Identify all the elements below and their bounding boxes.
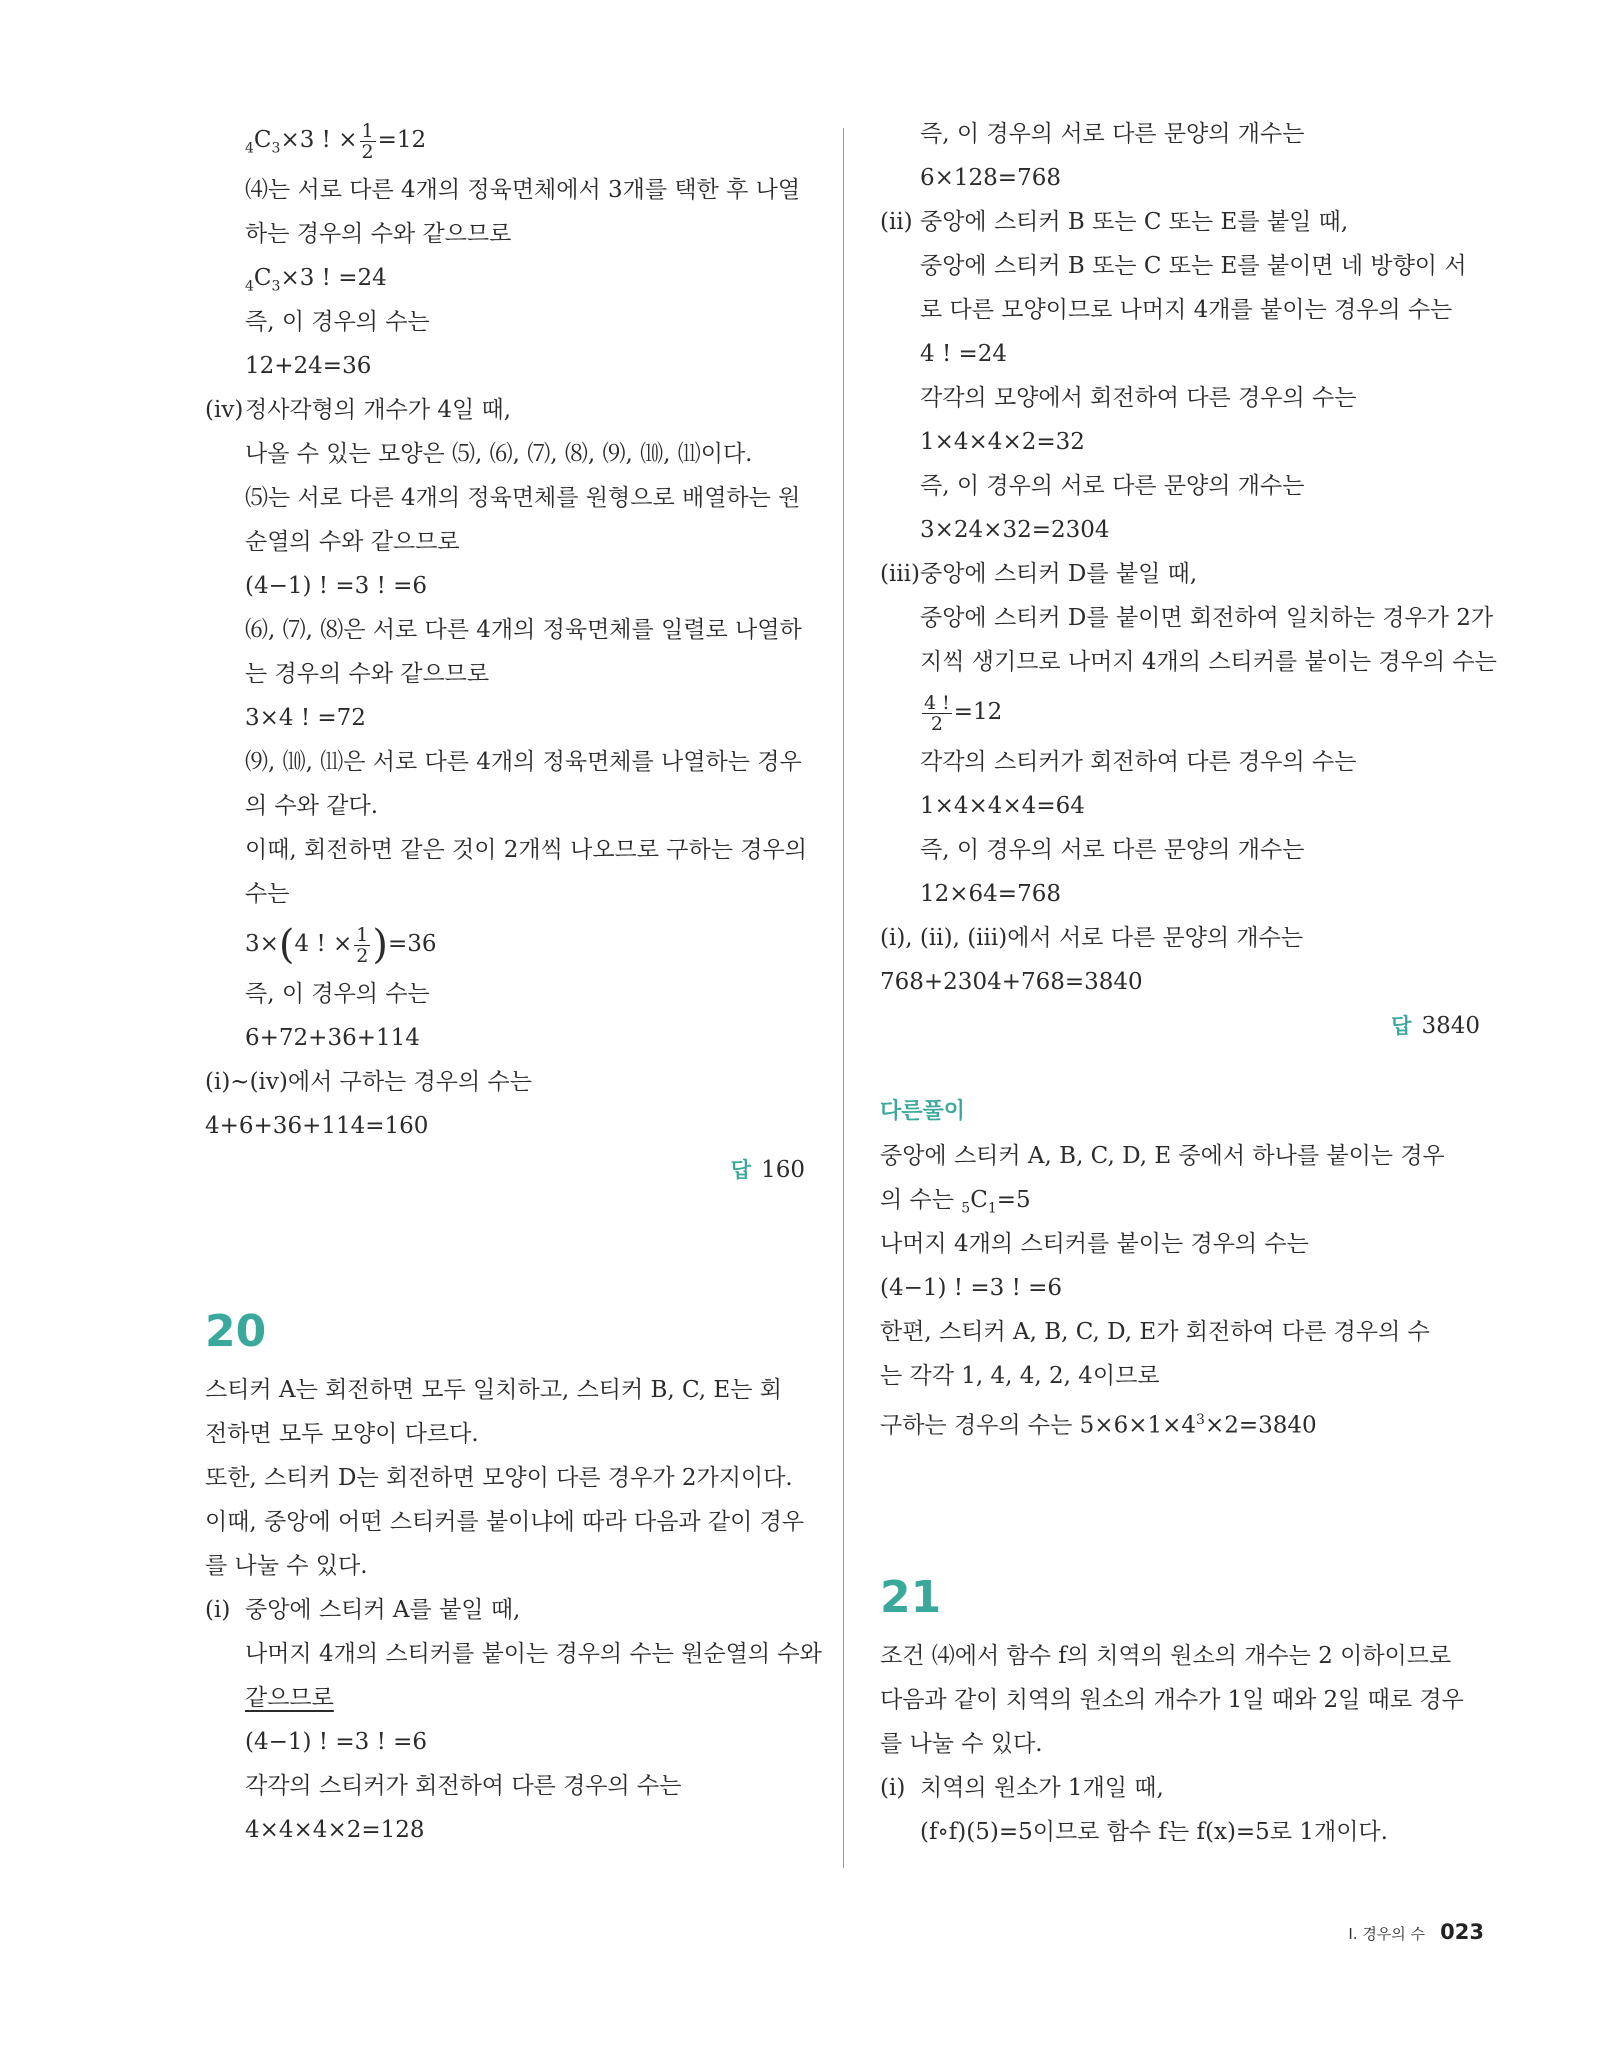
- formula-line: 6+72+36+114: [245, 1025, 420, 1051]
- text-line: 이때, 중앙에 어떤 스티커를 붙이냐에 따라 다음과 같이 경우: [205, 1509, 805, 1535]
- text-line: 나머지 4개의 스티커를 붙이는 경우의 수는: [880, 1231, 1309, 1257]
- problem-number: 21: [880, 1572, 942, 1623]
- text-line: ⑸는 서로 다른 4개의 정육면체를 원형으로 배열하는 원: [245, 485, 801, 511]
- answer-value: 3840: [1421, 1013, 1480, 1039]
- text-line: 각각의 모양에서 회전하여 다른 경우의 수는: [920, 385, 1357, 411]
- text-line: ⑷는 서로 다른 4개의 정육면체에서 3개를 택한 후 나열: [245, 177, 801, 203]
- section-title: Ⅰ. 경우의 수: [1348, 1925, 1426, 1943]
- text-line: 각각의 스티커가 회전하여 다른 경우의 수는: [245, 1773, 682, 1799]
- text-line: 즉, 이 경우의 수는: [245, 981, 430, 1007]
- text-line: 즉, 이 경우의 서로 다른 문양의 개수는: [920, 837, 1305, 863]
- case-label: (ⅲ): [880, 561, 921, 587]
- case-heading: (ⅳ)정사각형의 개수가 4일 때,: [205, 388, 805, 432]
- fraction: $\frac{4 !}{2}$: [924, 691, 950, 735]
- formula-line: 3×24×32=2304: [920, 517, 1110, 543]
- text-line: (ⅰ)~(ⅳ)에서 구하는 경우의 수는: [205, 1069, 532, 1095]
- case-heading: (ⅱ) 중앙에 스티커 B 또는 C 또는 E를 붙일 때,: [880, 200, 1480, 244]
- text-line: 즉, 이 경우의 서로 다른 문양의 개수는: [920, 121, 1305, 147]
- text-line: 나머지 4개의 스티커를 붙이는 경우의 수는 원순열의 수와: [245, 1641, 822, 1667]
- text-line: 조건 ⑷에서 함수 f의 치역의 원소의 개수는 2 이하이므로: [880, 1643, 1452, 1669]
- text-line: 중앙에 스티커 D를 붙이면 회전하여 일치하는 경우가 2가: [920, 605, 1494, 631]
- answer-label: 답: [730, 1158, 752, 1182]
- formula-line: (f∘f)(5)=5이므로 함수 f는 f(x)=5로 1개이다.: [920, 1819, 1388, 1845]
- case-heading: (ⅰ) 치역의 원소가 1개일 때,: [880, 1766, 1480, 1810]
- text-line: 로 다른 모양이므로 나머지 4개를 붙이는 경우의 수는: [920, 297, 1453, 323]
- formula-line: 768+2304+768=3840: [880, 969, 1143, 995]
- text-line: 스티커 A는 회전하면 모두 일치하고, 스티커 B, C, E는 회: [205, 1377, 782, 1403]
- problem-number: 20: [205, 1306, 267, 1357]
- text-line: 같으므로: [245, 1685, 334, 1711]
- formula-line: (4−1) ! =3 ! =6: [880, 1275, 1063, 1301]
- case-label: (ⅰ): [205, 1597, 231, 1623]
- text-line: 중앙에 스티커 A, B, C, D, E 중에서 하나를 붙이는 경우: [880, 1143, 1445, 1169]
- text-line: 의 수와 같다.: [245, 793, 379, 819]
- answer-value: 160: [761, 1157, 805, 1183]
- page-number: 023: [1440, 1920, 1484, 1944]
- text-line: (ⅰ), (ⅱ), (ⅲ)에서 서로 다른 문양의 개수는: [880, 925, 1304, 951]
- case-label: (ⅰ): [880, 1775, 906, 1801]
- page-footer: [1348, 1920, 1484, 1944]
- text-line: 다음과 같이 치역의 원소의 개수가 1일 때와 2일 때로 경우: [880, 1687, 1464, 1713]
- text-line: 를 나눌 수 있다.: [205, 1553, 368, 1579]
- text-line: 수는: [245, 881, 290, 907]
- text-line: 또한, 스티커 D는 회전하면 모양이 다른 경우가 2가지이다.: [205, 1465, 793, 1491]
- formula-line: 3×4 ! =72: [245, 705, 366, 731]
- formula-line: (4−1) ! =3 ! =6: [245, 573, 428, 599]
- right-column: [880, 112, 1497, 1854]
- text-line: 즉, 이 경우의 서로 다른 문양의 개수는: [920, 473, 1305, 499]
- formula-line: 4×4×4×2=128: [245, 1817, 425, 1843]
- answer-line: [880, 1004, 1480, 1048]
- case-heading: (ⅰ) 중앙에 스티커 A를 붙일 때,: [205, 1588, 805, 1632]
- column-divider: [843, 128, 844, 1868]
- text-line: 순열의 수와 같으므로: [245, 529, 460, 555]
- formula-line: 의 수는 $_5C_1=5$: [880, 1187, 1031, 1217]
- text-line: 지씩 생기므로 나머지 4개의 스티커를 붙이는 경우의 수는: [920, 649, 1497, 675]
- case-label: (ⅳ): [205, 397, 244, 423]
- text-line: 한편, 스티커 A, B, C, D, E가 회전하여 다른 경우의 수: [880, 1319, 1430, 1345]
- text-line: 하는 경우의 수와 같으므로: [245, 221, 512, 247]
- formula-line: 6×128=768: [920, 165, 1061, 191]
- text-line: 나올 수 있는 모양은 ⑸, ⑹, ⑺, ⑻, ⑼, ⑽, ⑾이다.: [245, 441, 753, 467]
- text-line: 중앙에 스티커 B 또는 C 또는 E를 붙이면 네 방향이 서: [920, 253, 1467, 279]
- text-line: 전하면 모두 모양이 다르다.: [205, 1421, 479, 1447]
- formula-line: 구하는 경우의 수는 $5\times 6\times 1\times 4^3\times 2=3840$: [880, 1412, 1317, 1439]
- formula-line: $_4C_3\times 3$ ! × $\frac{1}{2}$ =12: [245, 119, 427, 163]
- case-label: (ⅱ): [880, 209, 913, 235]
- formula-line: 4+6+36+114=160: [205, 1113, 429, 1139]
- formula-line: 1×4×4×4=64: [920, 793, 1085, 819]
- text-line: 이때, 회전하면 같은 것이 2개씩 나오므로 구하는 경우의: [245, 837, 807, 863]
- formula-line: 12×64=768: [920, 881, 1061, 907]
- text-line: 를 나눌 수 있다.: [880, 1731, 1043, 1757]
- formula-line: 12+24=36: [245, 353, 372, 379]
- formula-line: (4−1) ! =3 ! =6: [245, 1729, 428, 1755]
- formula-line: $_4C_3\times 3$ ! =24: [245, 265, 387, 295]
- text-line: 즉, 이 경우의 수는: [245, 309, 430, 335]
- formula-line: 3×(4 ! × $\frac{1}{2}$ )=36: [245, 922, 437, 968]
- formula-line: 1×4×4×2=32: [920, 429, 1085, 455]
- answer-label: 답: [1391, 1014, 1412, 1038]
- answer-line: [205, 1148, 805, 1192]
- fraction: $\frac{1}{2}$: [361, 119, 374, 163]
- text-line: ⑼, ⑽, ⑾은 서로 다른 4개의 정육면체를 나열하는 경우: [245, 749, 802, 775]
- text-line: ⑹, ⑺, ⑻은 서로 다른 4개의 정육면체를 일렬로 나열하: [245, 617, 802, 643]
- left-column: [205, 112, 822, 1852]
- alternative-solution-heading: 다른풀이: [880, 1099, 966, 1124]
- text-line: 는 경우의 수와 같으므로: [245, 661, 490, 687]
- fraction: $\frac{1}{2}$: [356, 923, 369, 967]
- formula-line: 4 ! =24: [920, 341, 1008, 367]
- formula-line: $\frac{4 !}{2}$ =12: [924, 691, 1003, 735]
- case-heading: (ⅲ)중앙에 스티커 D를 붙일 때,: [880, 552, 1480, 596]
- text-line: 각각의 스티커가 회전하여 다른 경우의 수는: [920, 749, 1357, 775]
- text-line: 는 각각 1, 4, 4, 2, 4이므로: [880, 1363, 1160, 1389]
